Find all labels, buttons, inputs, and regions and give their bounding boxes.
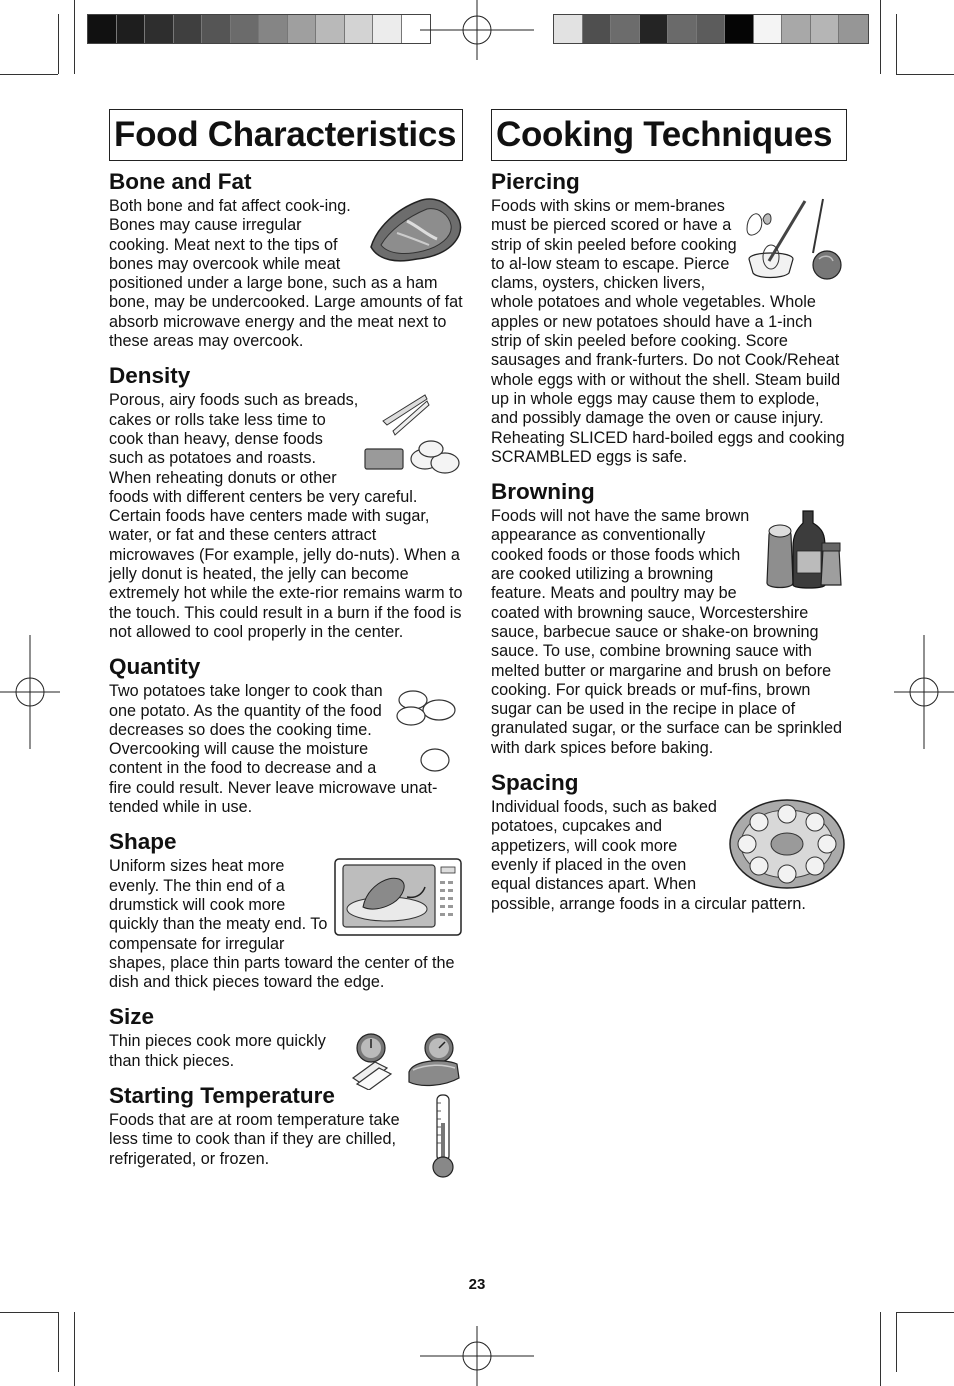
section-heading: Piercing [491,169,580,194]
timer-bread-icon [347,1032,463,1090]
section-density [109,361,463,642]
color-swatch [640,15,669,43]
color-swatch [725,15,754,43]
banner-title: Cooking Techniques [496,115,833,154]
section-banner [109,109,463,161]
crop-mark [0,74,58,75]
section-heading: Starting Temperature [109,1082,335,1108]
section-text: Porous, airy foods such as breads, cakes or rolls take less time to cook than heavy, dense foods such as potatoes and roasts. When reheating donuts or other foods with different centers be very careful. Certain foods have centers made with sugar, water, or fat and these centers attract microwaves (For example, jelly do-nuts). When a jelly donut is heated, the jelly can become extremely hot while the exte-rior remains warm to the touch. This could result in a burn if the food is not allowed to cool properly in the center. [109,391,463,641]
color-swatch [839,15,868,43]
color-swatch [174,15,203,43]
crop-mark [74,0,75,74]
section-spacing [491,768,847,914]
section-shape [109,827,463,992]
section-heading: Bone and Fat [109,169,252,194]
page-number: 23 [468,1276,486,1293]
crop-mark [880,0,881,74]
section-heading: Density [109,363,191,389]
section-text: Foods will not have the same brown appearance as conventionally cooked foods or those foods which are cooked utilizing a browning feature. Meats and poultry may be coated with browning sauce, Worcestershire sauce, barbecue sauce or shake-on browning sauce. To use, combine browning sauce with melted butter or margarine and brush on before cooking. For quick breads or muf-fins, brown sugar can be used in the recipe in place of granulated sugar, or the surface can be sprinkled with dark spices before baking. [491,507,842,757]
section-browning [491,477,847,758]
color-bar-right [553,14,869,44]
color-swatch [754,15,783,43]
section-bone-and-fat [109,167,463,351]
color-swatch [583,15,612,43]
section-text: Uniform sizes heat more evenly. The thin end of a drumstick will cook more quickly than the meaty end. To compensate for irregular shapes, place thin parts toward the center of the dish and thick pieces toward the edge. [109,857,455,992]
crop-mark [880,1312,881,1386]
color-swatch [145,15,174,43]
section-heading: Spacing [491,770,579,796]
color-swatch [259,15,288,43]
bread-icon [363,391,463,475]
color-swatch [117,15,146,43]
section-text: Foods that are at room temperature take less time to cook than if they are chilled, refrigerated, or frozen. [109,1110,400,1168]
section-heading: Size [109,1004,155,1030]
crop-mark [896,14,897,74]
registration-target-icon [894,635,954,749]
registration-target-icon [0,635,60,749]
color-swatch [316,15,345,43]
food-characteristics-column [109,109,463,1179]
section-size [109,1002,463,1071]
crop-mark [74,1312,75,1386]
section-starting-temperature [109,1081,463,1169]
sauce-bottles-icon [761,507,847,591]
section-banner [491,109,847,161]
cupcake-plate-icon [727,798,847,892]
microwave-drumstick-icon [333,857,463,937]
section-heading: Quantity [109,654,201,680]
color-swatch [288,15,317,43]
color-swatch [554,15,583,43]
color-swatch [782,15,811,43]
potatoes-icon [393,682,463,776]
color-swatch [697,15,726,43]
color-swatch [231,15,260,43]
section-text: Thin pieces cook more quickly than thick pieces. [109,1032,326,1070]
cooking-techniques-column [491,109,847,914]
color-swatch [202,15,231,43]
color-swatch [88,15,117,43]
crop-mark [58,14,59,74]
steak-icon [367,197,463,265]
crop-mark [896,1312,954,1313]
color-bar-left [87,14,431,44]
color-swatch [345,15,374,43]
registration-target-icon [420,0,534,60]
section-text: Both bone and fat affect cook-ing. Bones may cause irregular cooking. Meat next to the tips of bones may overcook while meat positioned under a large bone, such as a ham bone, may be undercooked. Large amounts of fat absorb microwave energy and the meat next to these areas may overcook. [109,197,463,351]
section-piercing [491,167,847,467]
registration-target-icon [420,1326,534,1386]
crop-mark [58,1312,59,1372]
crop-mark [0,1312,58,1313]
section-heading: Shape [109,829,177,855]
section-text: Foods with skins or mem-branes must be pierced scored or have a strip of skin peeled before cooking to al-low steam to escape. Pierce clams, oysters, chicken livers, whole potatoes and whole vegetables. Whole apples or new potatoes should have a 1-inch strip of skin peeled before cooking. Score sausages and frank-furters. Do not Cook/Reheat whole eggs with or without the shell. Steam build up in whole eggs may cause them to explode, and possibly damage the oven or cause injury. Reheating SLICED hard-boiled eggs and cooking SCRAMBLED eggs is safe. [491,197,845,466]
egg-whisk-icon [743,197,847,283]
banner-title: Food Characteristics [114,115,457,154]
color-swatch [611,15,640,43]
color-swatch [811,15,840,43]
crop-mark [896,74,954,75]
section-quantity [109,652,463,817]
section-heading: Browning [491,479,595,505]
color-swatch [373,15,402,43]
thermometer-icon [423,1093,463,1179]
section-text: Two potatoes take longer to cook than one potato. As the quantity of the food decreases so does the cooking time. Overcooking will cause the moisture content in the food to decrease and a fire could result. Never leave microwave unat-tended while in use. [109,682,438,817]
color-swatch [668,15,697,43]
crop-mark [896,1312,897,1372]
section-text: Individual foods, such as baked potatoes, cupcakes and appetizers, will cook more evenly if placed in the oven equal distances apart. When possible, arrange foods in a circular pattern. [491,798,806,913]
